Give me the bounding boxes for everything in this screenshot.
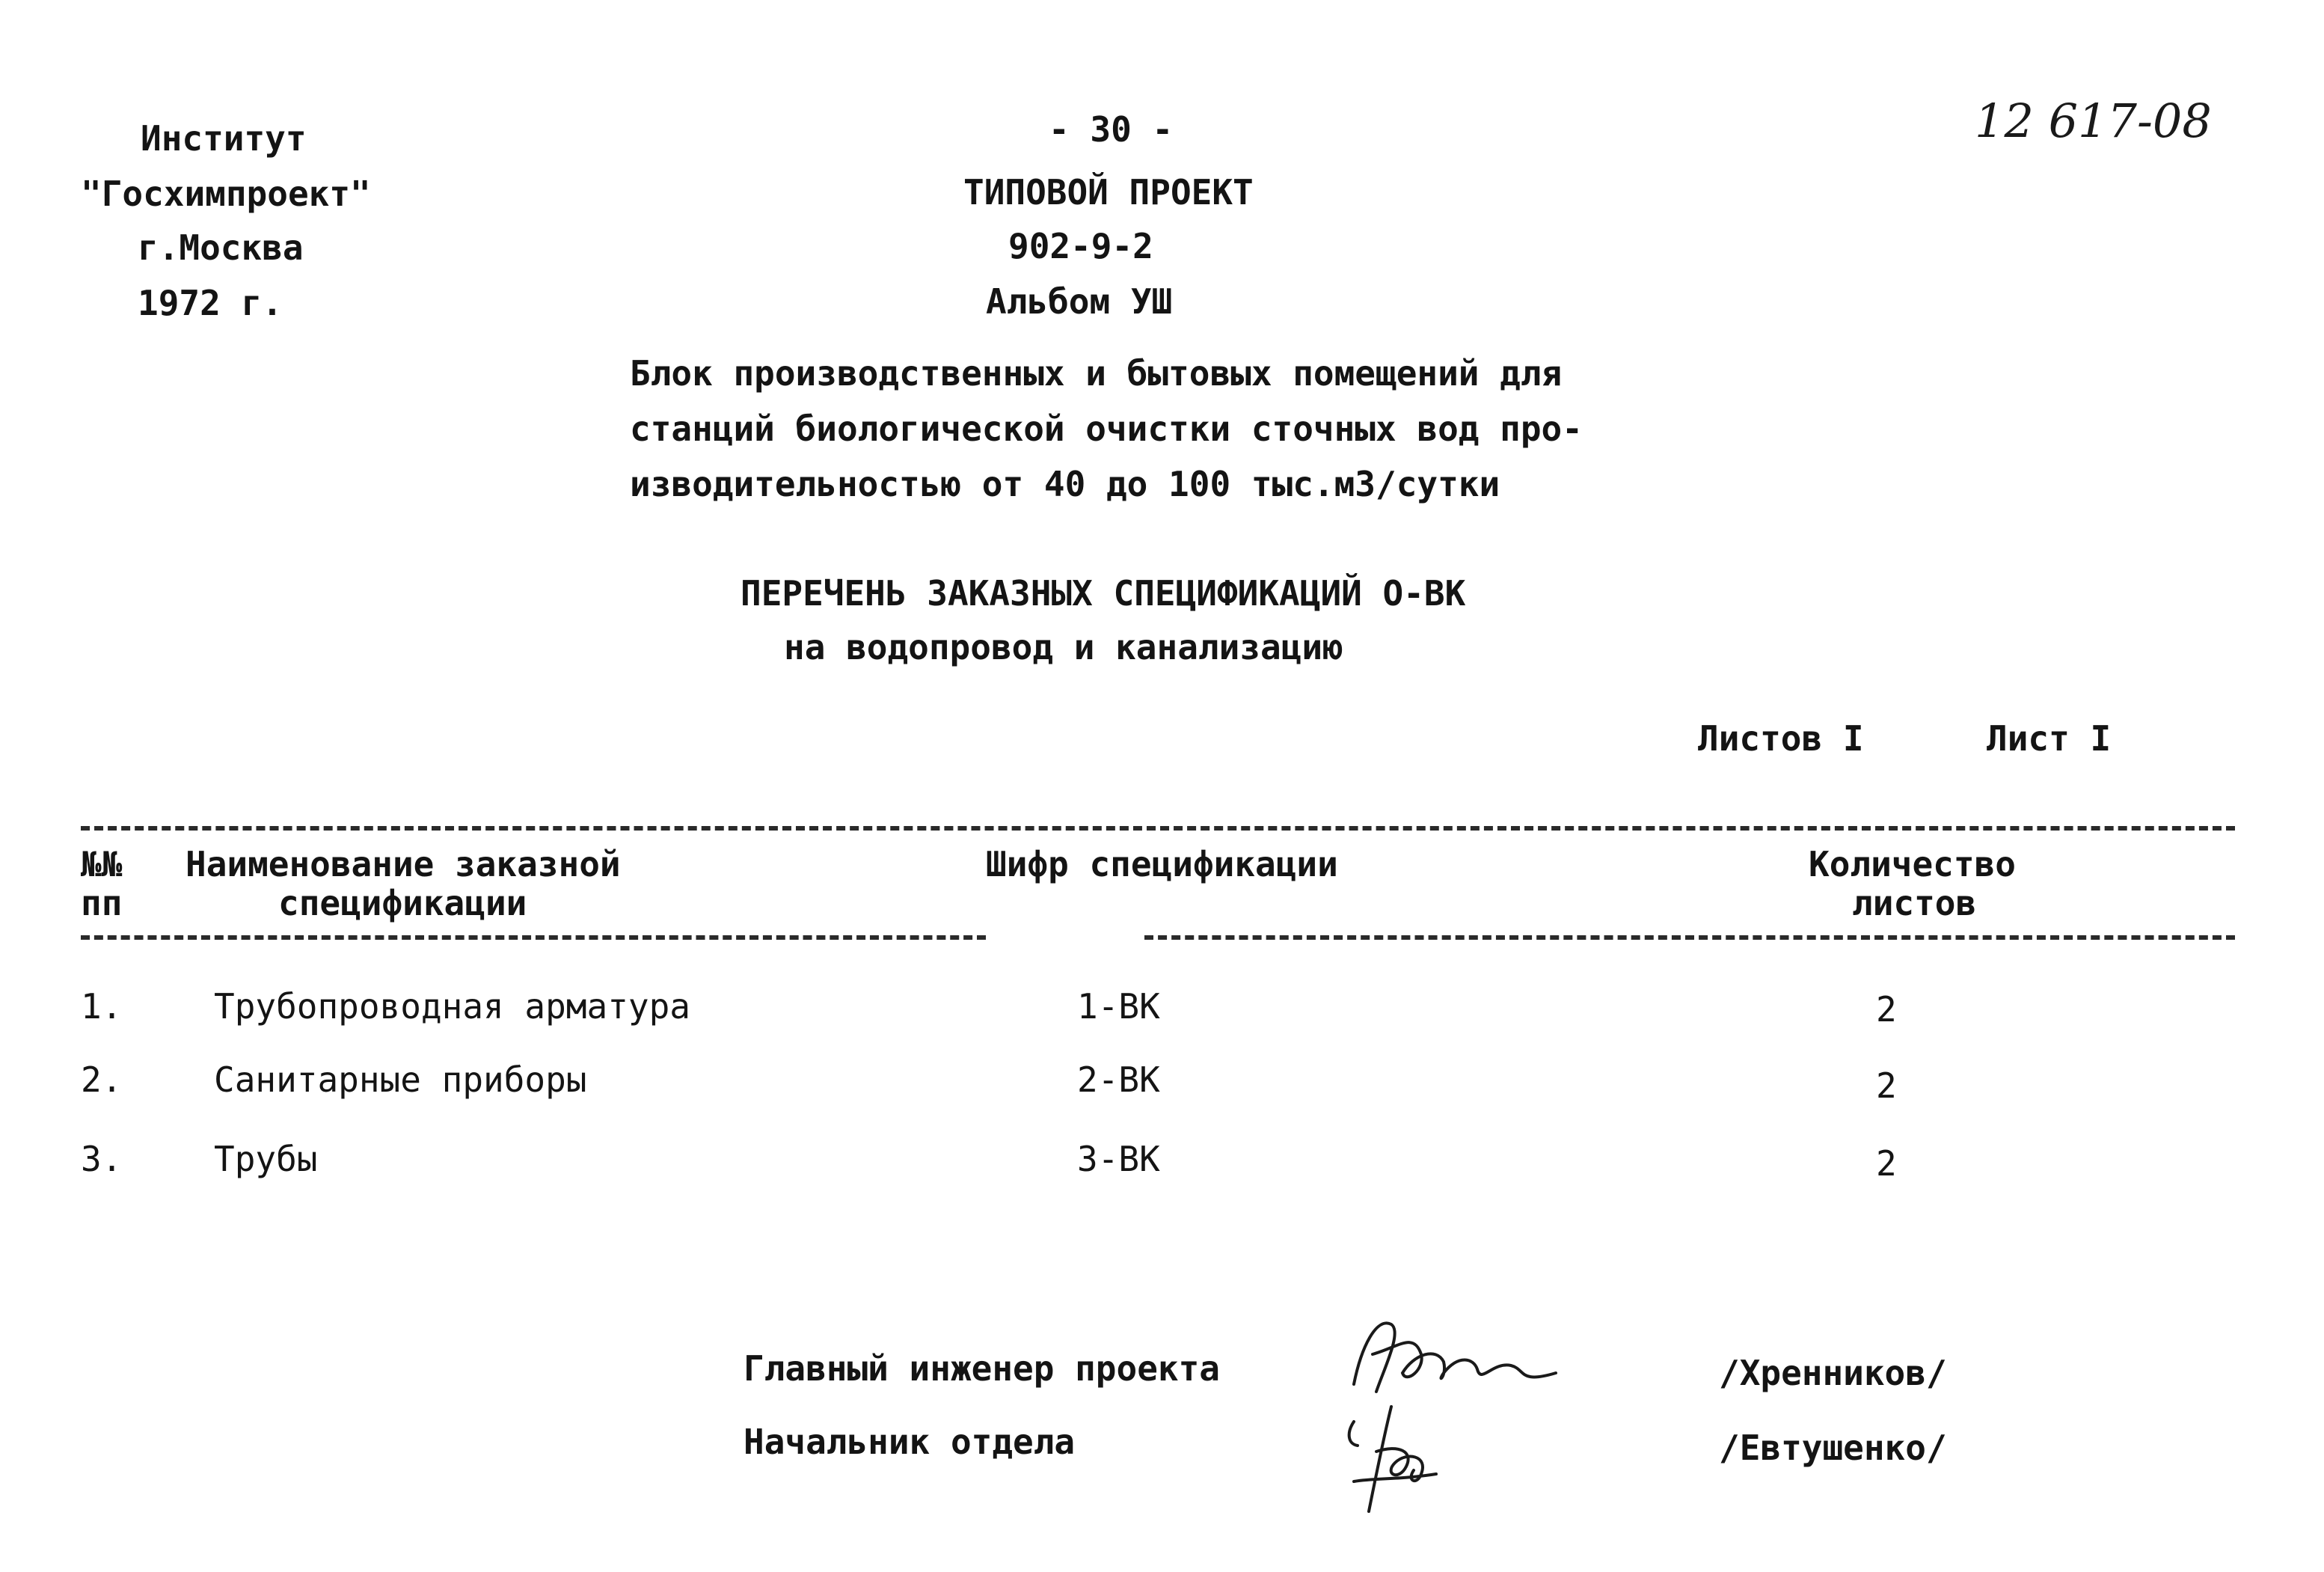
- row-name: Санитарные приборы: [214, 1059, 587, 1100]
- department-head-signature: [1324, 1392, 1488, 1526]
- header-name-line-2: спецификации: [278, 883, 527, 923]
- table-header-rule-left: [81, 935, 986, 940]
- document-number: 12 617-08: [1975, 94, 2212, 148]
- row-code: 1-ВК: [1077, 986, 1160, 1027]
- row-number: 3.: [81, 1139, 123, 1179]
- row-count: 2: [1876, 989, 1897, 1030]
- institute-label: Институт: [141, 118, 307, 159]
- description-line-1: Блок производственных и бытовых помещений для: [630, 353, 1563, 394]
- project-type: ТИПОВОЙ ПРОЕКТ: [963, 172, 1254, 212]
- row-count: 2: [1876, 1143, 1897, 1184]
- list-title: ПЕРЕЧЕНЬ ЗАКАЗНЫХ СПЕЦИФИКАЦИЙ О-ВК: [741, 573, 1466, 614]
- header-num-line-2: пп: [81, 883, 123, 923]
- page-number: - 30 -: [1049, 109, 1174, 150]
- row-count: 2: [1876, 1065, 1897, 1106]
- table-header-rule-right: [1144, 935, 2235, 940]
- total-sheets: Листов I: [1698, 718, 1864, 759]
- sheet-number: Лист I: [1987, 718, 2112, 759]
- department-head-name: /Евтушенко/: [1719, 1428, 1947, 1468]
- row-name: Трубы: [214, 1139, 318, 1179]
- row-number: 1.: [81, 986, 123, 1027]
- description-line-2: станций биологической очистки сточных вод про-: [630, 409, 1583, 449]
- chief-engineer-name: /Хренников/: [1719, 1353, 1947, 1393]
- institute-name: "Госхимпроект": [81, 174, 371, 214]
- project-album: Альбом УШ: [986, 281, 1173, 322]
- header-name-line-1: Наименование заказной: [186, 844, 621, 884]
- header-count-line-2: листов: [1852, 883, 1977, 923]
- header-num-line-1: №№: [81, 844, 123, 884]
- institute-city: г.Москва: [138, 227, 304, 268]
- list-subtitle: на водопровод и канализацию: [784, 627, 1343, 667]
- institute-year: 1972 г.: [138, 283, 283, 323]
- row-code: 3-ВК: [1077, 1139, 1160, 1179]
- chief-engineer-title: Главный инженер проекта: [744, 1348, 1220, 1389]
- table-top-rule: [81, 826, 2235, 831]
- row-code: 2-ВК: [1077, 1059, 1160, 1100]
- header-code: Шифр спецификации: [986, 844, 1338, 884]
- header-count-line-1: Количество: [1809, 844, 2016, 884]
- row-number: 2.: [81, 1059, 123, 1100]
- row-name: Трубопроводная арматура: [214, 986, 690, 1027]
- description-line-3: изводительностью от 40 до 100 тыс.м3/сутки: [630, 464, 1500, 504]
- department-head-title: Начальник отдела: [744, 1422, 1076, 1462]
- project-code: 902-9-2: [1008, 226, 1153, 266]
